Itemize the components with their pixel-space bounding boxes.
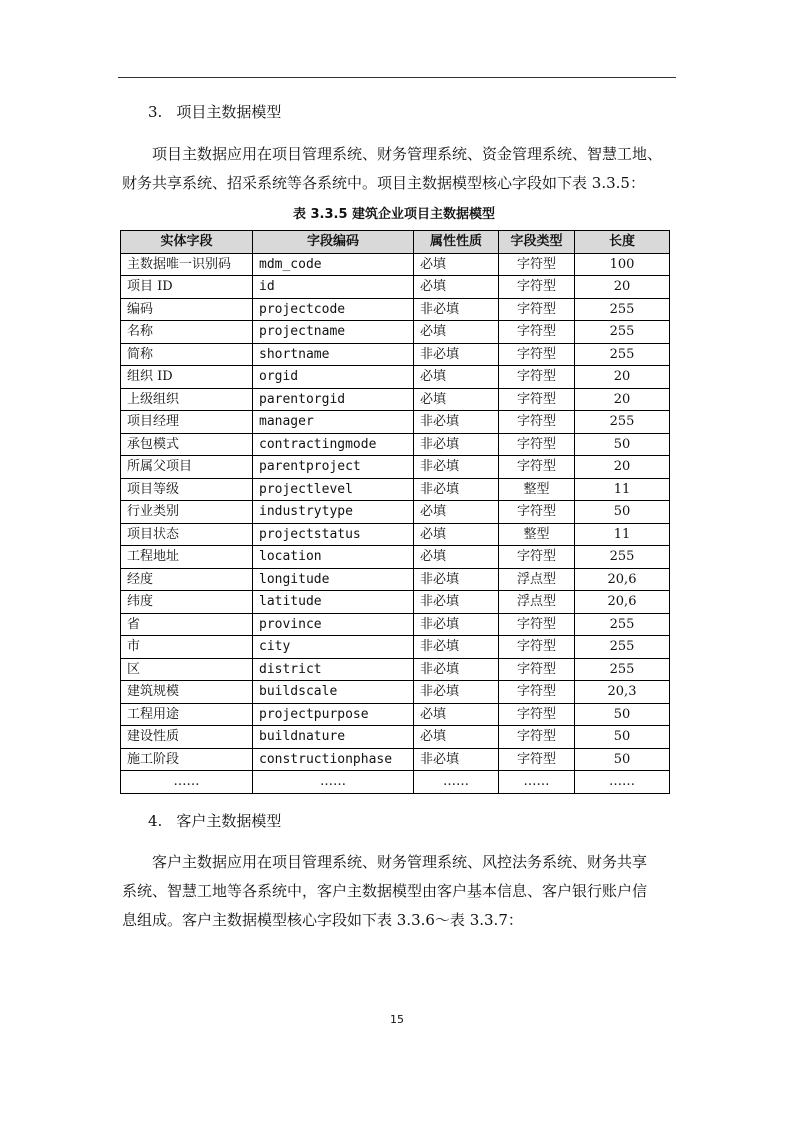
table-row <box>121 523 670 546</box>
table-row <box>121 568 670 591</box>
cell-field-type: 字符型 <box>499 501 575 524</box>
cell-length: 255 <box>575 321 670 344</box>
cell-length: 255 <box>575 658 670 681</box>
cell-field-type: 字符型 <box>499 726 575 749</box>
cell-length: 255 <box>575 411 670 434</box>
cell-ellipsis: …… <box>121 771 253 794</box>
cell-length: 20 <box>575 456 670 479</box>
paragraph-line: 项目主数据应用在项目管理系统、财务管理系统、资金管理系统、智慧工地、 <box>152 145 663 163</box>
cell-attribute: 非必填 <box>414 681 499 704</box>
cell-ellipsis: …… <box>253 771 414 794</box>
cell-field-code: city <box>253 636 414 659</box>
cell-entity-field: 项目 ID <box>121 276 253 299</box>
cell-entity-field: 建设性质 <box>121 726 253 749</box>
cell-entity-field: 承包模式 <box>121 433 253 456</box>
section-4-paragraph <box>122 848 682 935</box>
cell-attribute: 必填 <box>414 366 499 389</box>
paragraph-line: 财务共享系统、招采系统等各系统中。项目主数据模型核心字段如下表 3.3.5： <box>122 174 645 192</box>
cell-entity-field: 项目状态 <box>121 523 253 546</box>
cell-field-type: 字符型 <box>499 366 575 389</box>
table-row <box>121 411 670 434</box>
cell-entity-field: 行业类别 <box>121 501 253 524</box>
cell-entity-field: 施工阶段 <box>121 748 253 771</box>
cell-attribute: 必填 <box>414 276 499 299</box>
cell-field-type: 浮点型 <box>499 568 575 591</box>
cell-length: 50 <box>575 726 670 749</box>
table-row <box>121 366 670 389</box>
cell-field-code: projectcode <box>253 298 414 321</box>
cell-field-code: parentorgid <box>253 388 414 411</box>
cell-field-type: 整型 <box>499 523 575 546</box>
cell-entity-field: 建筑规模 <box>121 681 253 704</box>
cell-entity-field: 省 <box>121 613 253 636</box>
cell-field-type: 字符型 <box>499 748 575 771</box>
cell-attribute: 非必填 <box>414 658 499 681</box>
cell-field-code: contractingmode <box>253 433 414 456</box>
paragraph-line: 息组成。客户主数据模型核心字段如下表 3.3.6～表 3.3.7： <box>122 911 523 929</box>
table-row <box>121 613 670 636</box>
cell-attribute: 必填 <box>414 388 499 411</box>
table-row <box>121 636 670 659</box>
cell-length: 50 <box>575 501 670 524</box>
table-row <box>121 343 670 366</box>
cell-entity-field: 编码 <box>121 298 253 321</box>
table-row <box>121 591 670 614</box>
cell-attribute: 非必填 <box>414 748 499 771</box>
paragraph-line: 系统、智慧工地等各系统中，客户主数据模型由客户基本信息、客户银行账户信 <box>122 882 648 900</box>
cell-length: 255 <box>575 546 670 569</box>
cell-field-type: 整型 <box>499 478 575 501</box>
cell-entity-field: 工程地址 <box>121 546 253 569</box>
table-row <box>121 546 670 569</box>
cell-ellipsis: …… <box>499 771 575 794</box>
cell-field-code: shortname <box>253 343 414 366</box>
cell-attribute: 非必填 <box>414 591 499 614</box>
cell-attribute: 非必填 <box>414 478 499 501</box>
cell-entity-field: 所属父项目 <box>121 456 253 479</box>
table-row <box>121 478 670 501</box>
cell-field-type: 字符型 <box>499 321 575 344</box>
cell-entity-field: 主数据唯一识别码 <box>121 253 253 276</box>
cell-entity-field: 名称 <box>121 321 253 344</box>
table-body <box>121 253 670 793</box>
cell-length: 20 <box>575 366 670 389</box>
table-row <box>121 681 670 704</box>
cell-attribute: 必填 <box>414 501 499 524</box>
table-row <box>121 253 670 276</box>
cell-field-code: parentproject <box>253 456 414 479</box>
cell-length: 20 <box>575 388 670 411</box>
cell-ellipsis: …… <box>575 771 670 794</box>
header-attribute: 属性性质 <box>414 231 499 254</box>
cell-attribute: 必填 <box>414 523 499 546</box>
cell-field-type: 字符型 <box>499 613 575 636</box>
table-row <box>121 658 670 681</box>
cell-length: 50 <box>575 433 670 456</box>
cell-field-type: 浮点型 <box>499 591 575 614</box>
cell-attribute: 必填 <box>414 321 499 344</box>
cell-length: 50 <box>575 703 670 726</box>
cell-field-code: manager <box>253 411 414 434</box>
cell-attribute: 非必填 <box>414 343 499 366</box>
header-entity-field: 实体字段 <box>121 231 253 254</box>
cell-attribute: 非必填 <box>414 568 499 591</box>
cell-entity-field: 工程用途 <box>121 703 253 726</box>
section-3-heading <box>148 102 281 122</box>
cell-field-code: district <box>253 658 414 681</box>
cell-field-type: 字符型 <box>499 681 575 704</box>
cell-entity-field: 项目等级 <box>121 478 253 501</box>
cell-attribute: 必填 <box>414 726 499 749</box>
header-rule <box>118 77 676 78</box>
section-3-paragraph <box>122 140 682 198</box>
table-row <box>121 726 670 749</box>
table-row <box>121 456 670 479</box>
cell-field-type: 字符型 <box>499 298 575 321</box>
table-row-ellipsis <box>121 771 670 794</box>
table-caption: 表 3.3.5 建筑企业项目主数据模型 <box>292 207 496 222</box>
cell-field-type: 字符型 <box>499 276 575 299</box>
cell-length: 20,6 <box>575 568 670 591</box>
cell-length: 20,3 <box>575 681 670 704</box>
project-master-data-table <box>120 230 670 794</box>
cell-field-code: longitude <box>253 568 414 591</box>
cell-length: 50 <box>575 748 670 771</box>
section-4-heading <box>148 811 281 831</box>
cell-entity-field: 区 <box>121 658 253 681</box>
table-row <box>121 321 670 344</box>
cell-attribute: 非必填 <box>414 433 499 456</box>
cell-entity-field: 上级组织 <box>121 388 253 411</box>
cell-length: 20 <box>575 276 670 299</box>
table-row <box>121 501 670 524</box>
page-number: 15 <box>390 1013 404 1026</box>
cell-length: 11 <box>575 478 670 501</box>
cell-field-code: buildscale <box>253 681 414 704</box>
cell-field-code: projectstatus <box>253 523 414 546</box>
cell-ellipsis: …… <box>414 771 499 794</box>
cell-length: 20,6 <box>575 591 670 614</box>
cell-field-code: projectlevel <box>253 478 414 501</box>
cell-length: 255 <box>575 343 670 366</box>
cell-field-code: orgid <box>253 366 414 389</box>
table-row <box>121 388 670 411</box>
section-4-number: 4. <box>148 812 163 830</box>
cell-attribute: 非必填 <box>414 411 499 434</box>
cell-entity-field: 组织 ID <box>121 366 253 389</box>
table-header-row <box>121 231 670 254</box>
cell-entity-field: 纬度 <box>121 591 253 614</box>
table-row <box>121 276 670 299</box>
cell-field-type: 字符型 <box>499 433 575 456</box>
cell-attribute: 必填 <box>414 703 499 726</box>
table-row <box>121 748 670 771</box>
cell-field-type: 字符型 <box>499 703 575 726</box>
header-field-code: 字段编码 <box>253 231 414 254</box>
cell-field-code: projectname <box>253 321 414 344</box>
cell-field-type: 字符型 <box>499 411 575 434</box>
cell-length: 11 <box>575 523 670 546</box>
cell-field-code: id <box>253 276 414 299</box>
cell-field-code: latitude <box>253 591 414 614</box>
cell-length: 100 <box>575 253 670 276</box>
section-3-title: 项目主数据模型 <box>176 103 282 121</box>
cell-entity-field: 市 <box>121 636 253 659</box>
paragraph-line: 客户主数据应用在项目管理系统、财务管理系统、风控法务系统、财务共享 <box>152 853 648 871</box>
cell-entity-field: 简称 <box>121 343 253 366</box>
cell-field-type: 字符型 <box>499 546 575 569</box>
cell-field-code: projectpurpose <box>253 703 414 726</box>
cell-field-type: 字符型 <box>499 343 575 366</box>
table-row <box>121 298 670 321</box>
cell-field-type: 字符型 <box>499 388 575 411</box>
table-row <box>121 703 670 726</box>
section-3-number: 3. <box>148 103 163 121</box>
cell-field-code: buildnature <box>253 726 414 749</box>
cell-field-type: 字符型 <box>499 253 575 276</box>
cell-attribute: 必填 <box>414 546 499 569</box>
cell-field-code: constructionphase <box>253 748 414 771</box>
header-field-type: 字段类型 <box>499 231 575 254</box>
cell-length: 255 <box>575 636 670 659</box>
cell-length: 255 <box>575 298 670 321</box>
cell-field-code: mdm_code <box>253 253 414 276</box>
cell-field-type: 字符型 <box>499 456 575 479</box>
cell-attribute: 非必填 <box>414 636 499 659</box>
cell-attribute: 非必填 <box>414 298 499 321</box>
cell-field-code: province <box>253 613 414 636</box>
cell-field-code: location <box>253 546 414 569</box>
cell-entity-field: 经度 <box>121 568 253 591</box>
cell-field-type: 字符型 <box>499 658 575 681</box>
cell-attribute: 非必填 <box>414 456 499 479</box>
header-length: 长度 <box>575 231 670 254</box>
section-4-title: 客户主数据模型 <box>176 812 282 830</box>
cell-attribute: 非必填 <box>414 613 499 636</box>
table-row <box>121 433 670 456</box>
cell-field-type: 字符型 <box>499 636 575 659</box>
cell-length: 255 <box>575 613 670 636</box>
cell-field-code: industrytype <box>253 501 414 524</box>
cell-attribute: 必填 <box>414 253 499 276</box>
cell-entity-field: 项目经理 <box>121 411 253 434</box>
